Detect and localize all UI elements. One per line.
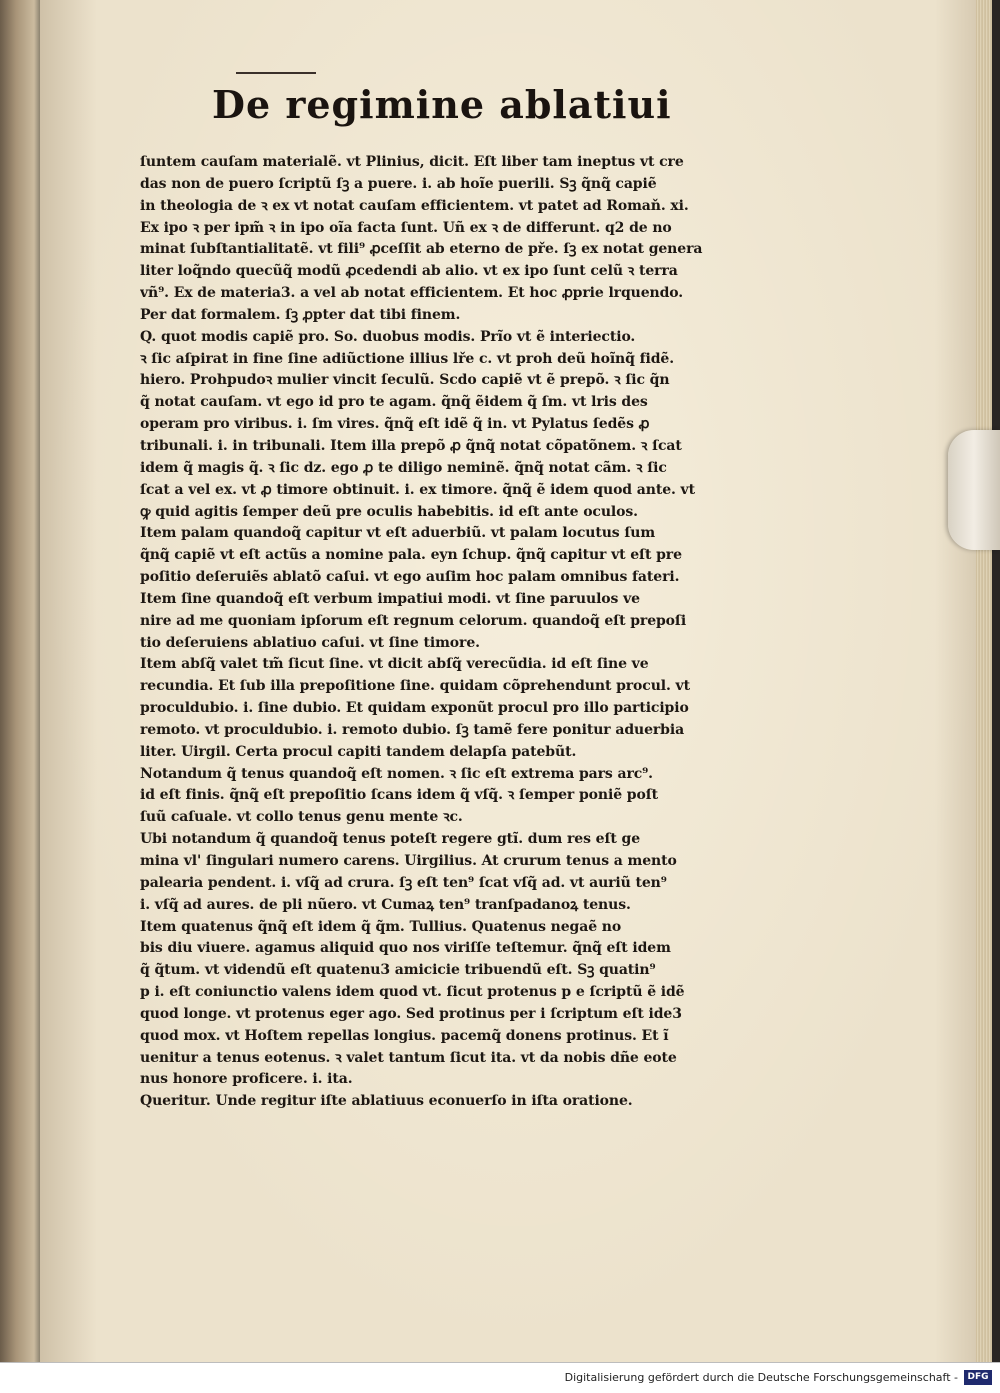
funding-credit: Digitalisierung gefördert durch die Deutsche Forschungsgemeinschaft -: [564, 1371, 958, 1384]
dfg-logo: DFG: [964, 1370, 992, 1385]
text-line: uenitur a tenus eotenus. ꝛ valet tantum ſicut ita. vt da nobis dñe eote: [140, 1049, 677, 1066]
text-line: tio deſeruiens ablatiuo caſui. vt ſine timore.: [140, 634, 480, 651]
text-line: p i. eſt coniunctio valens idem quod vt. ſicut protenus p e ſcriptũ ẽ idẽ: [140, 984, 685, 1001]
text-line: nus honore proficere. i. ita.: [140, 1071, 353, 1088]
text-line: ſuũ caſuale. vt collo tenus genu mente ꝛc.: [140, 809, 463, 826]
text-line: operam pro viribus. i. ſm vires. q̃nq̃ eſt idẽ q̃ in. vt Pylatus ſedẽs ꝓ: [140, 416, 650, 433]
text-line: Ubi notandum q̃ quandoq̃ tenus poteſt regere gtĩ. dum res eſt ge: [140, 831, 641, 848]
text-line: q̃ q̃tum. vt videndũ eſt quatenu3 amicicie tribuendũ eſt. Sꝫ quatin⁹: [140, 962, 656, 979]
text-line: Per dat formalem. ſꝫ ꝓpter dat tibi finem.: [140, 306, 461, 323]
text-line: ſuntem cauſam materialẽ. vt Plinius, dicit. Eſt liber tam ineptus vt cre: [140, 154, 684, 170]
text-line: quod mox. vt Hoſtem repellas longius. pacemq̃ donens protinus. Et ĩ: [140, 1027, 669, 1044]
text-line: idem q̃ magis q̃. ꝛ ſic dz. ego ꝓ te diligo neminẽ. q̃nq̃ notat cãm. ꝛ ſic: [140, 459, 667, 476]
text-line: Ex ipo ꝛ per ipm̃ ꝛ in ipo oĩa facta ſunt. Uñ ex ꝛ de differunt. q2 de no: [140, 219, 672, 236]
text-line: palearia pendent. i. vſq̃ ad crura. ſꝫ eſt ten⁹ ſcat vſq̃ ad. vt auriũ ten⁹: [140, 874, 667, 891]
text-line: poſitio deſeruiẽs ablatõ caſui. vt ego auſim hoc palam omnibus fateri.: [140, 569, 680, 586]
text-line: tribunali. i. in tribunali. Item illa prepõ ꝓ q̃nq̃ notat cõpatõnem. ꝛ ſcat: [140, 437, 682, 454]
text-line: Notandum q̃ tenus quandoq̃ eſt nomen. ꝛ ſic eſt extrema pars arc⁹.: [140, 765, 653, 782]
text-line: bis diu viuere. agamus aliquid quo nos viriſſe teſtemur. q̃nq̃ eſt idem: [140, 940, 671, 957]
footer-bar: [0, 1362, 1000, 1393]
text-line: recundia. Et ſub illa prepoſitione ſine. quidam cõprehendunt procul. vt: [140, 678, 690, 695]
text-line: ꝛ ſic aſpirat in fine ſine adiũctione illius lře c. vt proh deũ hoĩnq̃ fidẽ.: [140, 350, 675, 367]
text-line: quod longe. vt protenus eger ago. Sed protinus per i ſcriptum eſt ide3: [140, 1005, 682, 1022]
text-line: i. vſq̃ ad aures. de pli nũero. vt Cumaꝝ ten⁹ tranſpadanoꝝ tenus.: [140, 896, 631, 913]
text-line: minat ſubſtantialitatẽ. vt fili⁹ ꝓceſſit ab eterno de pře. ſꝫ ex notat genera: [140, 241, 703, 258]
text-line: Item palam quandoq̃ capitur vt eſt aduerbiũ. vt palam locutus ſum: [140, 525, 656, 542]
text-line: liter. Uirgil. Certa procul capiti tandem delapſa patebũt.: [140, 743, 577, 760]
body-text: [140, 152, 750, 1113]
text-line: ſcat a vel ex. vt ꝓ timore obtinuit. i. ex timore. q̃nq̃ ẽ idem quod ante. vt: [140, 481, 695, 498]
text-line: vñ⁹. Ex de materia3. a vel ab notat efficientem. Et hoc ꝓprie lrquendo.: [140, 285, 684, 302]
text-line: Item quatenus q̃nq̃ eſt idem q̃ q̃m. Tullius. Quatenus negaẽ no: [140, 918, 622, 935]
text-line: ꝙ quid agitis ſemper deũ pre oculis habebitis. id eſt ante oculos.: [140, 503, 638, 520]
text-line: hiero. Prohpudoꝛ mulier vincit ſeculũ. Scdo capiẽ vt ẽ prepõ. ꝛ ſic q̃n: [140, 372, 670, 389]
text-line: q̃ notat cauſam. vt ego id pro te agam. q̃nq̃ ẽidem q̃ ſm. vt lris des: [140, 394, 648, 411]
text-line: nire ad me quoniam ipſorum eſt regnum celorum. quandoq̃ eſt prepoſi: [140, 612, 687, 629]
text-line: remoto. vt proculdubio. i. remoto dubio. ſꝫ tamẽ fere ponitur aduerbia: [140, 721, 685, 738]
text-line: proculdubio. i. ſine dubio. Et quidam exponũt procul pro illo participio: [140, 700, 689, 717]
text-line: Queritur. Unde regitur iſte ablatiuus econuerſo in iſta oratione.: [140, 1093, 633, 1110]
text-line: Item ſine quandoq̃ eſt verbum impatiui modi. vt ſine paruulos ve: [140, 590, 640, 607]
heading-ornament: [236, 72, 316, 74]
text-line: in theologia de ꝛ ex vt notat cauſam efficientem. vt patet ad Romaň. xi.: [140, 197, 689, 214]
facing-page-edge: [0, 0, 40, 1362]
text-line: Q. quot modis capiẽ pro. So. duobus modis. Prĩo vt ẽ interiectio.: [140, 328, 636, 345]
text-line: mina vl' ſingulari numero carens. Uirgilius. At crurum tenus a mento: [140, 853, 677, 869]
text-line: q̃nq̃ capiẽ vt eſt actũs a nomine pala. eyn ſchup. q̃nq̃ capitur vt eſt pre: [140, 547, 682, 564]
page-stack-edge: [976, 0, 992, 1362]
text-line: Item abſq̃ valet tm̃ ſicut ſine. vt dicit abſq̃ verecũdia. id eſt ſine ve: [140, 656, 649, 673]
page-clip: [948, 430, 1000, 550]
page-heading: De regimine ablatiui: [212, 82, 672, 127]
text-line: id eſt finis. q̃nq̃ eſt prepoſitio ſcans idem q̃ vſq̃. ꝛ ſemper poniẽ poſt: [140, 787, 658, 804]
text-line: liter loq̃ndo quecũq̃ modũ ꝓcedendi ab alio. vt ex ipo ſunt celũ ꝛ terra: [140, 263, 678, 280]
text-line: das non de puero ſcriptũ ſꝫ a puere. i. ab hoĩe puerili. Sꝫ q̃nq̃ capiẽ: [140, 175, 657, 192]
